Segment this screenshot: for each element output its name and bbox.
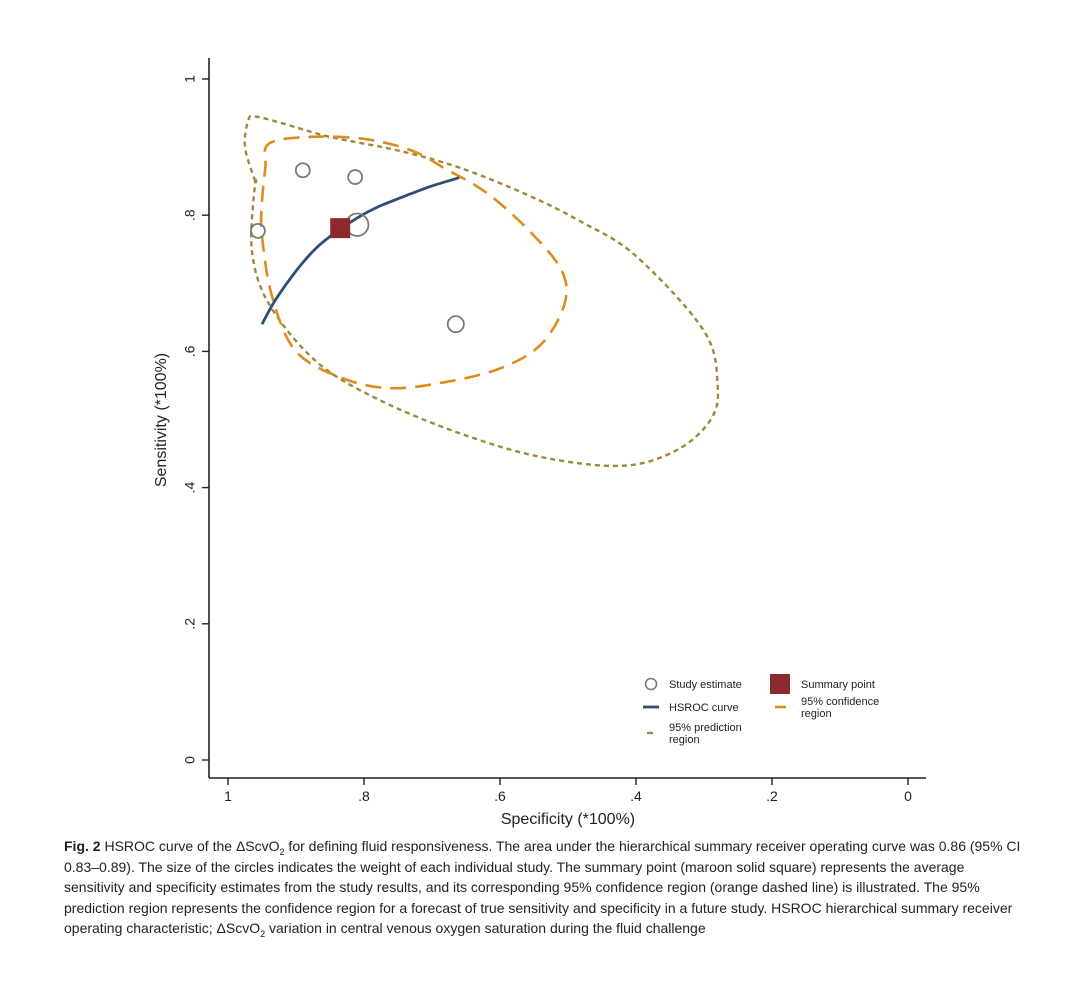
legend-summary-label: Summary point — [801, 679, 875, 691]
hsroc-curve — [262, 178, 459, 325]
x-tick-label: .4 — [630, 788, 642, 804]
summary-point — [330, 218, 350, 238]
legend-prediction-label-line1: 95% prediction — [669, 722, 742, 734]
figure-caption — [64, 836, 1024, 939]
x-tick-label: .8 — [358, 788, 370, 804]
legend-study-label: Study estimate — [669, 679, 742, 691]
x-tick-label: 0 — [904, 788, 912, 804]
figure-label: Fig. 2 — [64, 838, 101, 854]
y-axis-label: Sensitivity (*100%) — [153, 352, 170, 488]
confidence-region — [261, 137, 567, 389]
legend-confidence-label-line2: region — [801, 708, 832, 720]
confidence-region-layer — [261, 137, 567, 389]
x-tick-label: 1 — [224, 788, 232, 804]
legend-summary-symbol — [770, 674, 790, 694]
study-estimate-point — [296, 163, 310, 177]
legend-prediction-label-line2: region — [669, 734, 700, 746]
legend — [643, 674, 879, 746]
legend-hsroc-label: HSROC curve — [669, 702, 739, 714]
y-tick-label: .6 — [181, 345, 198, 358]
caption-text-2: for defining fluid responsiveness. The area under the hierarchical summary receiver operating curve was 0.86 (95% CI 0.83–0.89). The size of the circles indicates the weight of each individual study. The summary point (maroon solid square) represents the average sensitivity and specificity estimates from the study results, and its corresponding 95% confidence region (orange dashed line) is illustrated. The 95% prediction region represents the confidence region for a forecast of true sensitivity and specificity in a future study. HSROC hierarchical summary receiver operating characteristic; ΔScvO — [64, 838, 1021, 936]
legend-confidence-label-line1: 95% confidence — [801, 696, 880, 708]
hsroc-curve-layer — [262, 178, 459, 325]
study-estimate-point — [448, 316, 464, 332]
caption-text-1: HSROC curve of the ΔScvO — [104, 838, 280, 854]
caption-subscript-2: 2 — [260, 928, 266, 939]
caption-subscript-1: 2 — [279, 846, 285, 857]
caption-text-3: variation in central venous oxygen saturation during the fluid challenge — [265, 920, 706, 936]
prediction-region-layer — [245, 116, 718, 466]
y-tick-label: 0 — [181, 756, 198, 764]
y-tick-label: 1 — [181, 75, 198, 83]
y-tick-label: .2 — [181, 617, 198, 630]
study-estimate-point — [348, 170, 362, 184]
x-tick-label: .6 — [494, 788, 506, 804]
study-estimate-point — [251, 224, 265, 238]
x-axis-label: Specificity (*100%) — [500, 811, 636, 828]
study-points-layer — [251, 163, 464, 332]
y-tick-label: .4 — [181, 481, 198, 494]
prediction-region — [245, 116, 718, 466]
x-tick-label: .2 — [766, 788, 778, 804]
y-tick-label: .8 — [181, 209, 198, 222]
legend-study-symbol — [646, 679, 657, 690]
